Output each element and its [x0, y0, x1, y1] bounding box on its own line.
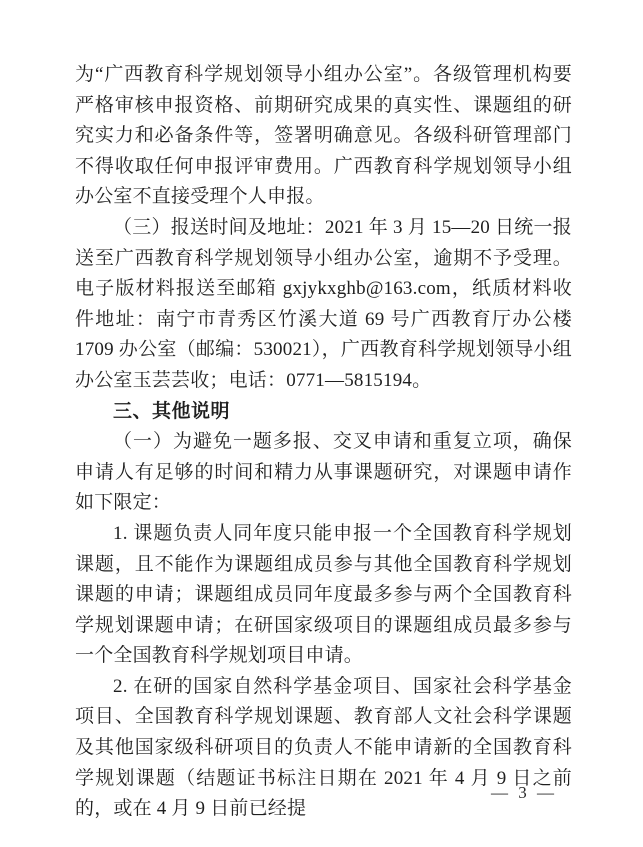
paragraph-submission-time-address: （三）报送时间及地址：2021 年 3 月 15—20 日统一报送至广西教育科学规划领导小组办公室，逾期不予受理。电子版材料报送至邮箱 gxjykxghb@163.com，纸质材料收件地址：南宁市青秀区竹溪大道 69 号广西教育厅办公楼 1709 办公室（邮编：530021），广西教育科学规划领导小组办公室玉芸芸收；电话：0771—5815194。 — [75, 216, 572, 391]
paragraph-application-limits-intro: （一）为避免一题多报、交叉申请和重复立项，确保申请人有足够的时间和精力从事课题研究，对课题申请作如下限定： — [75, 431, 572, 514]
page-number: — 3 — — [491, 783, 557, 802]
document-body — [75, 60, 572, 825]
section-heading-other-notes: 三、其他说明 — [113, 400, 231, 422]
list-item-1-applicant-limit: 1. 课题负责人同年度只能申报一个全国教育科学规划课题，且不能作为课题组成员参与其他全国教育科学规划课题的申请；课题组成员同年度最多参与两个全国教育科学规划课题申请；在研国家级项目的课题组成员最多参与一个全国教育科学规划项目申请。 — [75, 522, 572, 667]
paragraph-continuation: 为“广西教育科学规划领导小组办公室”。各级管理机构要严格审核申报资格、前期研究成果的真实性、课题组的研究实力和必备条件等，签署明确意见。各级科研管理部门不得收取任何申报评审费用。广西教育科学规划领导小组办公室不直接受理个人申报。 — [75, 64, 572, 208]
list-item-2-ongoing-project-limit: 2. 在研的国家自然科学基金项目、国家社会科学基金项目、全国教育科学规划课题、教育部人文社会科学课题及其他国家级科研项目的负责人不能申请新的全国教育科学规划课题（结题证书标注日期在 2021 年 4 月 9 日之前的，或在 4 月 9 日前已经提 — [75, 675, 572, 820]
